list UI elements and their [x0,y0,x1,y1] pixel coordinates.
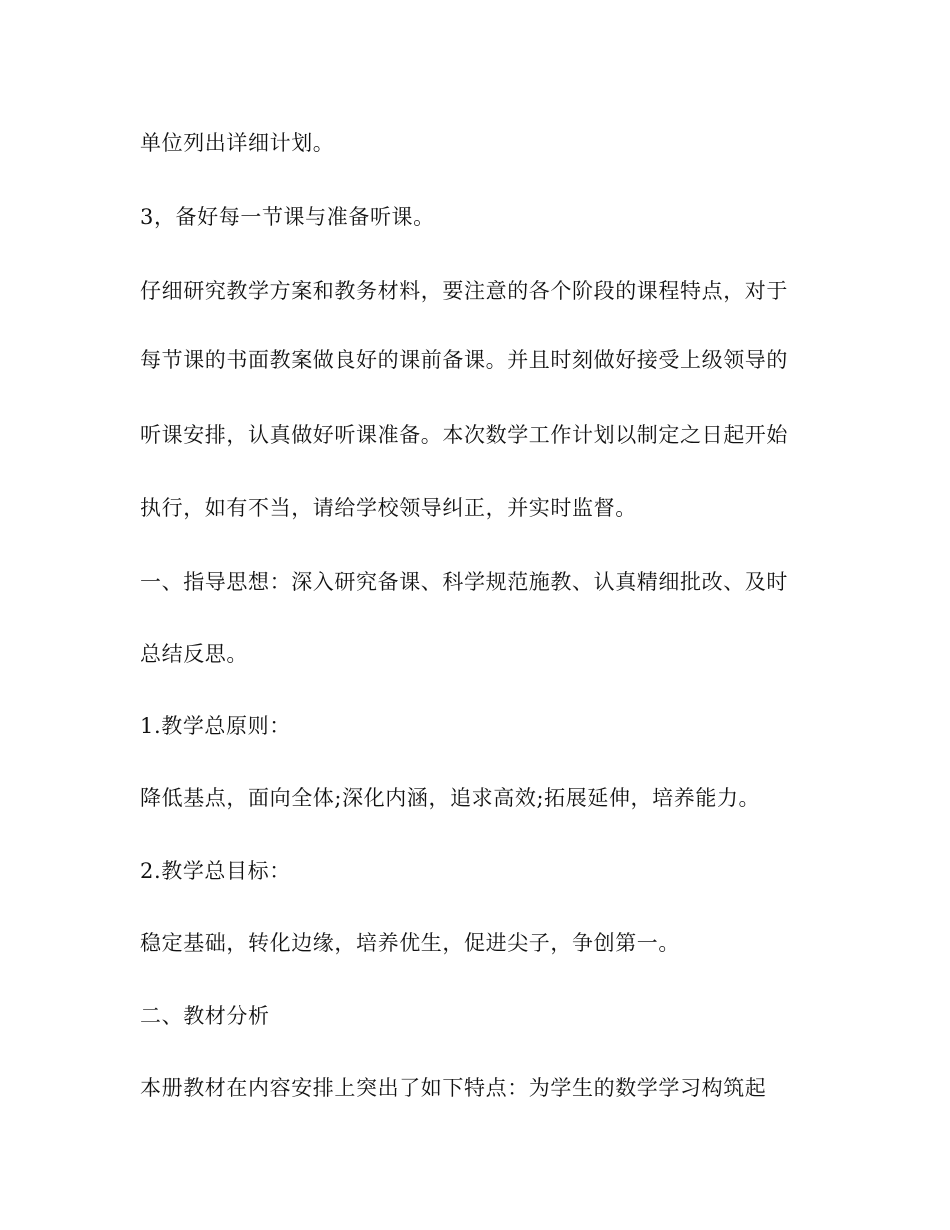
text-line: 总结反思。 [140,642,248,666]
text-line: 执行，如有不当，请给学校领导纠正，并实时监督。 [140,496,637,520]
text-line: 仔细研究教学方案和教务材料，要注意的各个阶段的课程特点，对于 [140,279,788,303]
subheading: 2.教学总目标： [140,859,291,883]
section-heading: 一、指导思想：深入研究备课、科学规范施教、认真精细批改、及时 [140,570,788,594]
text-line: 单位列出详细计划。 [140,131,335,155]
section-heading: 二、教材分析 [140,1004,270,1028]
text-line: 听课安排，认真做好听课准备。本次数学工作计划以制定之日起开始 [140,423,788,447]
text-line: 本册教材在内容安排上突出了如下特点：为学生的数学学习构筑起 [140,1076,767,1100]
text-line: 每节课的书面教案做良好的课前备课。并且时刻做好接受上级领导的 [140,348,788,372]
text-line: 稳定基础，转化边缘，培养优生，促进尖子，争创第一。 [140,931,680,955]
subheading: 1.教学总原则： [140,714,291,738]
text-line: 3，备好每一节课与准备听课。 [140,205,435,229]
text-line: 降低基点，面向全体;深化内涵，追求高效;拓展延伸，培养能力。 [140,786,761,810]
